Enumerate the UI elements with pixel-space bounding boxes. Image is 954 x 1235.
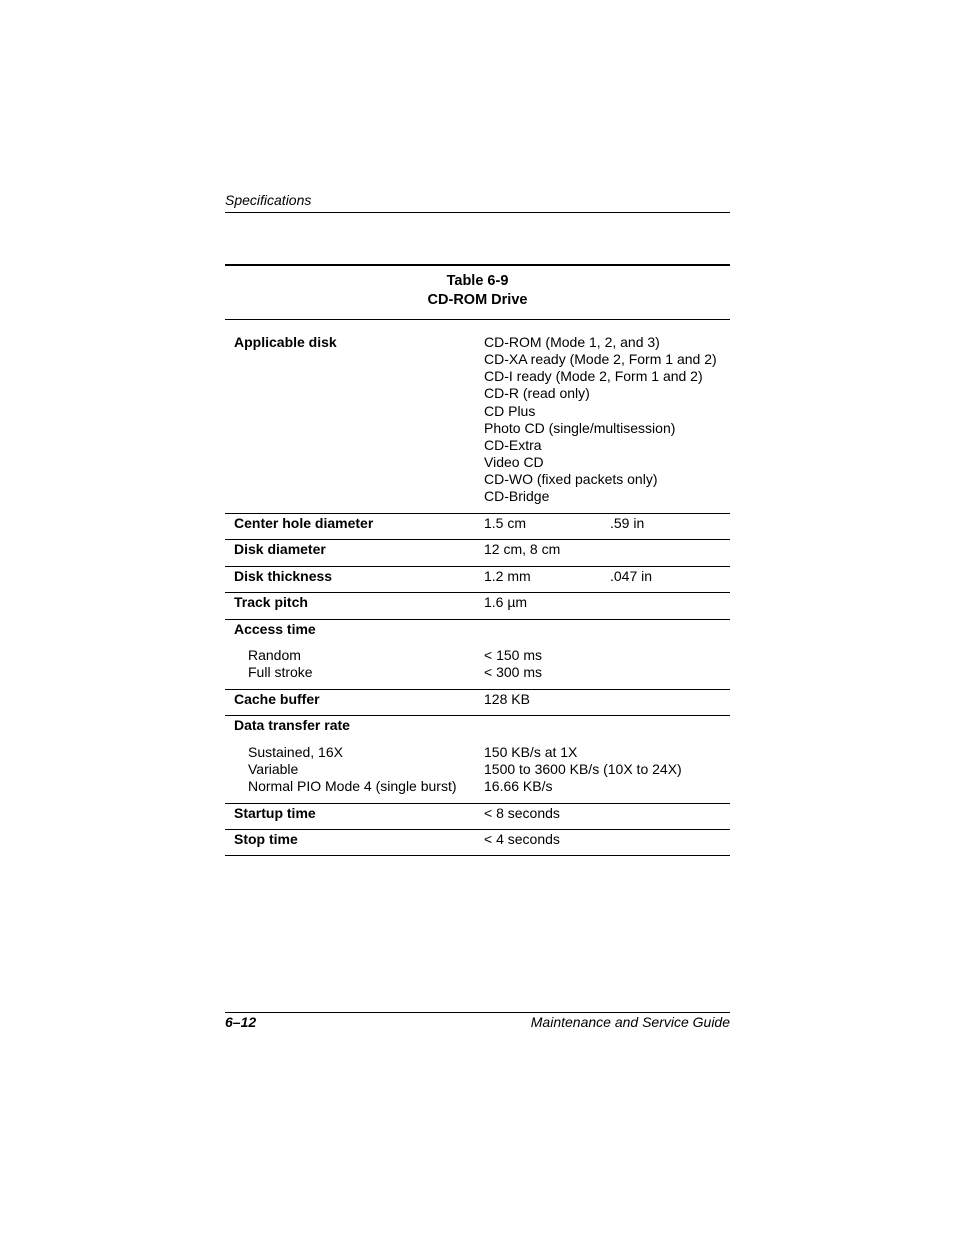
applicable-disk-value: CD-ROM (Mode 1, 2, and 3) bbox=[484, 334, 660, 350]
applicable-disk-value: Video CD bbox=[484, 454, 544, 470]
table-header-rule bbox=[225, 319, 730, 320]
page-number: 6–12 bbox=[225, 1014, 257, 1030]
row-rule bbox=[225, 829, 730, 830]
row-rule bbox=[225, 513, 730, 514]
track-pitch-label: Track pitch bbox=[234, 594, 308, 610]
access-time-label: Access time bbox=[234, 621, 316, 637]
access-time-sub-label: Random bbox=[248, 647, 301, 663]
row-rule bbox=[225, 803, 730, 804]
row-rule bbox=[225, 619, 730, 620]
applicable-disk-value: CD-WO (fixed packets only) bbox=[484, 471, 658, 487]
cache-buffer-label: Cache buffer bbox=[234, 691, 320, 707]
data-transfer-sub-label: Variable bbox=[248, 761, 299, 777]
table-number: Table 6-9 bbox=[446, 273, 509, 289]
table-top-rule bbox=[225, 264, 730, 266]
access-time-sub-value: < 150 ms bbox=[484, 647, 542, 663]
cache-buffer-value: 128 KB bbox=[484, 691, 530, 707]
center-hole-metric: 1.5 cm bbox=[484, 515, 527, 531]
center-hole-label: Center hole diameter bbox=[234, 515, 374, 531]
stop-time-value: < 4 seconds bbox=[484, 831, 560, 847]
stop-time-label: Stop time bbox=[234, 831, 298, 847]
header-rule bbox=[225, 212, 730, 213]
table-title: CD-ROM Drive bbox=[427, 292, 528, 308]
data-transfer-sub-value: 16.66 KB/s bbox=[484, 778, 553, 794]
guide-title: Maintenance and Service Guide bbox=[530, 1014, 730, 1030]
disk-diameter-label: Disk diameter bbox=[234, 541, 326, 557]
disk-thickness-label: Disk thickness bbox=[234, 568, 333, 584]
data-transfer-sub-label: Normal PIO Mode 4 (single burst) bbox=[248, 778, 457, 794]
row-rule bbox=[225, 539, 730, 540]
access-time-sub-value: < 300 ms bbox=[484, 664, 542, 680]
applicable-disk-label: Applicable disk bbox=[234, 334, 337, 350]
startup-time-value: < 8 seconds bbox=[484, 805, 560, 821]
disk-thickness-metric: 1.2 mm bbox=[484, 568, 531, 584]
applicable-disk-value: CD-I ready (Mode 2, Form 1 and 2) bbox=[484, 368, 703, 384]
table-bottom-rule bbox=[225, 855, 730, 856]
footer-rule bbox=[225, 1012, 730, 1013]
applicable-disk-value: CD-Extra bbox=[484, 437, 542, 453]
startup-time-label: Startup time bbox=[234, 805, 316, 821]
applicable-disk-value: CD Plus bbox=[484, 403, 536, 419]
disk-diameter-value: 12 cm, 8 cm bbox=[484, 541, 561, 557]
applicable-disk-value: CD-XA ready (Mode 2, Form 1 and 2) bbox=[484, 351, 717, 367]
data-transfer-sub-label: Sustained, 16X bbox=[248, 744, 343, 760]
applicable-disk-value: CD-R (read only) bbox=[484, 385, 590, 401]
applicable-disk-value: Photo CD (single/multisession) bbox=[484, 420, 676, 436]
applicable-disk-value: CD-Bridge bbox=[484, 488, 550, 504]
track-pitch-value: 1.6 µm bbox=[484, 594, 528, 610]
row-rule bbox=[225, 566, 730, 567]
running-header: Specifications bbox=[225, 192, 312, 208]
data-transfer-label: Data transfer rate bbox=[234, 717, 350, 733]
center-hole-imperial: .59 in bbox=[610, 515, 645, 531]
access-time-sub-label: Full stroke bbox=[248, 664, 313, 680]
data-transfer-sub-value: 150 KB/s at 1X bbox=[484, 744, 578, 760]
row-rule bbox=[225, 715, 730, 716]
data-transfer-sub-value: 1500 to 3600 KB/s (10X to 24X) bbox=[484, 761, 682, 777]
disk-thickness-imperial: .047 in bbox=[610, 568, 653, 584]
row-rule bbox=[225, 592, 730, 593]
row-rule bbox=[225, 689, 730, 690]
